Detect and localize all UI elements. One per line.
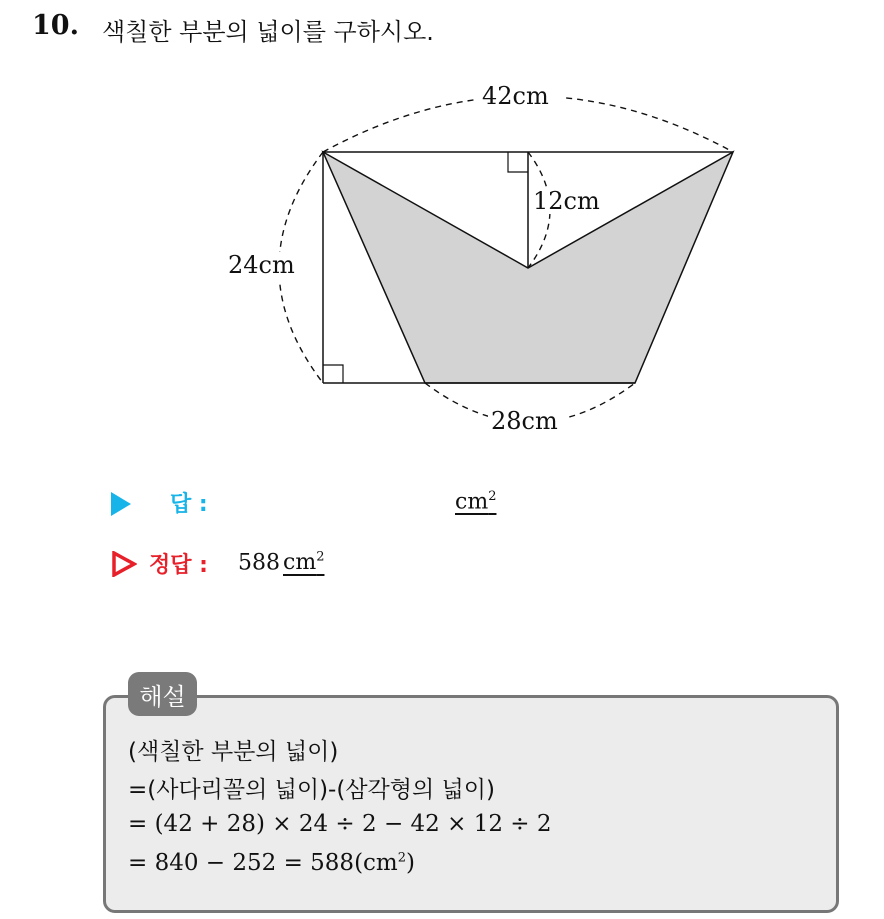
label-bottom-length: 28cm — [491, 407, 558, 435]
question-number: 10. — [32, 10, 79, 41]
right-angle-mark-top — [508, 152, 528, 172]
correct-answer-label: 정답 : — [149, 553, 208, 578]
explanation-tag: 해설 — [128, 672, 197, 716]
right-angle-mark-bottom — [323, 365, 343, 383]
label-triangle-height: 12cm — [533, 187, 600, 215]
explanation-line-1: (색칠한 부분의 넓이) — [128, 739, 339, 765]
correct-answer-value: 588 $cm^2$ — [238, 550, 325, 576]
explanation-line-4: = $840 - 252 = 588(cm^2)$ — [128, 850, 415, 876]
question-text: 색칠한 부분의 넓이를 구하시오. — [102, 18, 434, 46]
label-trapezoid-height: 24cm — [228, 251, 295, 279]
explanation-line-3: = (42 + 28) × 24 ÷ 2 − 42 × 12 ÷ 2 — [128, 811, 552, 837]
explanation-box — [103, 695, 839, 913]
label-top-length: 42cm — [482, 82, 549, 110]
answer-label: 답 : — [170, 492, 208, 517]
correct-arrow-icon — [111, 551, 137, 577]
answer-arrow-icon — [111, 492, 131, 516]
answer-unit: $cm^2$ — [455, 489, 497, 515]
explanation-line-2: =(사다리꼴의 넓이)-(삼각형의 넓이) — [128, 777, 495, 803]
correct-answer-unit: $cm^2$ — [283, 550, 325, 576]
